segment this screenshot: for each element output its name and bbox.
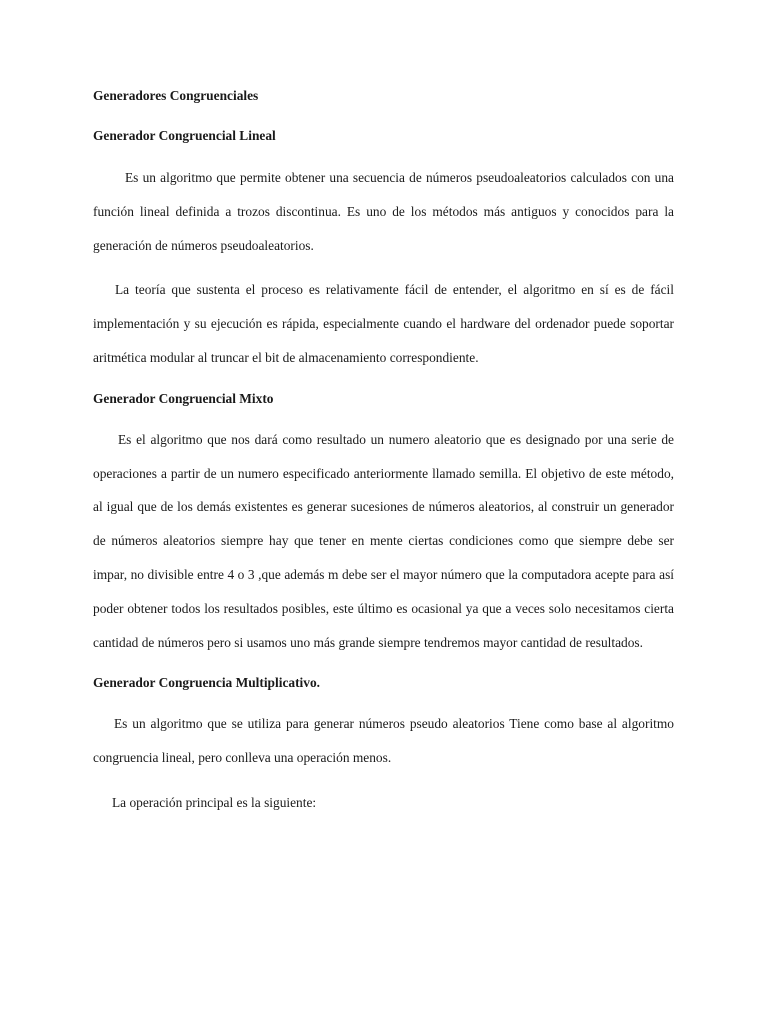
paragraph-lineal-theory: La teoría que sustenta el proceso es relativamente fácil de entender, el algoritmo en sí es de fácil implementación y su ejecución es rápida, especialmente cuando el hardware del ordenador puede soportar aritmética modular al truncar el bit de almacenamiento correspondiente. xyxy=(93,282,674,365)
paragraph-multiplicativo-operation: La operación principal es la siguiente: xyxy=(112,794,317,810)
document-title: Generadores Congruenciales xyxy=(93,88,259,103)
section-heading-multiplicativo: Generador Congruencia Multiplicativo. xyxy=(93,675,321,691)
section-heading-mixto: Generador Congruencial Mixto xyxy=(93,390,274,406)
section-heading-lineal: Generador Congruencial Lineal xyxy=(93,128,276,143)
paragraph-lineal-intro: Es un algoritmo que permite obtener una secuencia de números pseudoaleatorios calculados con una función lineal definida a trozos discontinua. Es uno de los métodos más antiguos y conocidos para la generación de números pseudoaleatorios. xyxy=(93,170,674,253)
paragraph-multiplicativo-intro: Es un algoritmo que se utiliza para generar números pseudo aleatorios Tiene como base al algoritmo congruencia lineal, pero conlleva una operación menos. xyxy=(93,716,674,766)
paragraph-mixto: Es el algoritmo que nos dará como resultado un numero aleatorio que es designado por una serie de operaciones a partir de un numero especificado anteriormente llamado semilla. El objetivo de este método, al igual que de los demás existentes es generar sucesiones de números aleatorios, al construir un generador de números aleatorios siempre hay que tener en mente ciertas condiciones como que siempre debe ser impar, no divisible entre 4 o 3 ,que además m debe ser el mayor número que la computadora acepte para así poder obtener todos los resultados posibles, este último es ocasional ya que a veces solo necesitamos cierta cantidad de números pero si usamos uno más grande siempre tendremos mayor cantidad de resultados. xyxy=(93,431,674,650)
